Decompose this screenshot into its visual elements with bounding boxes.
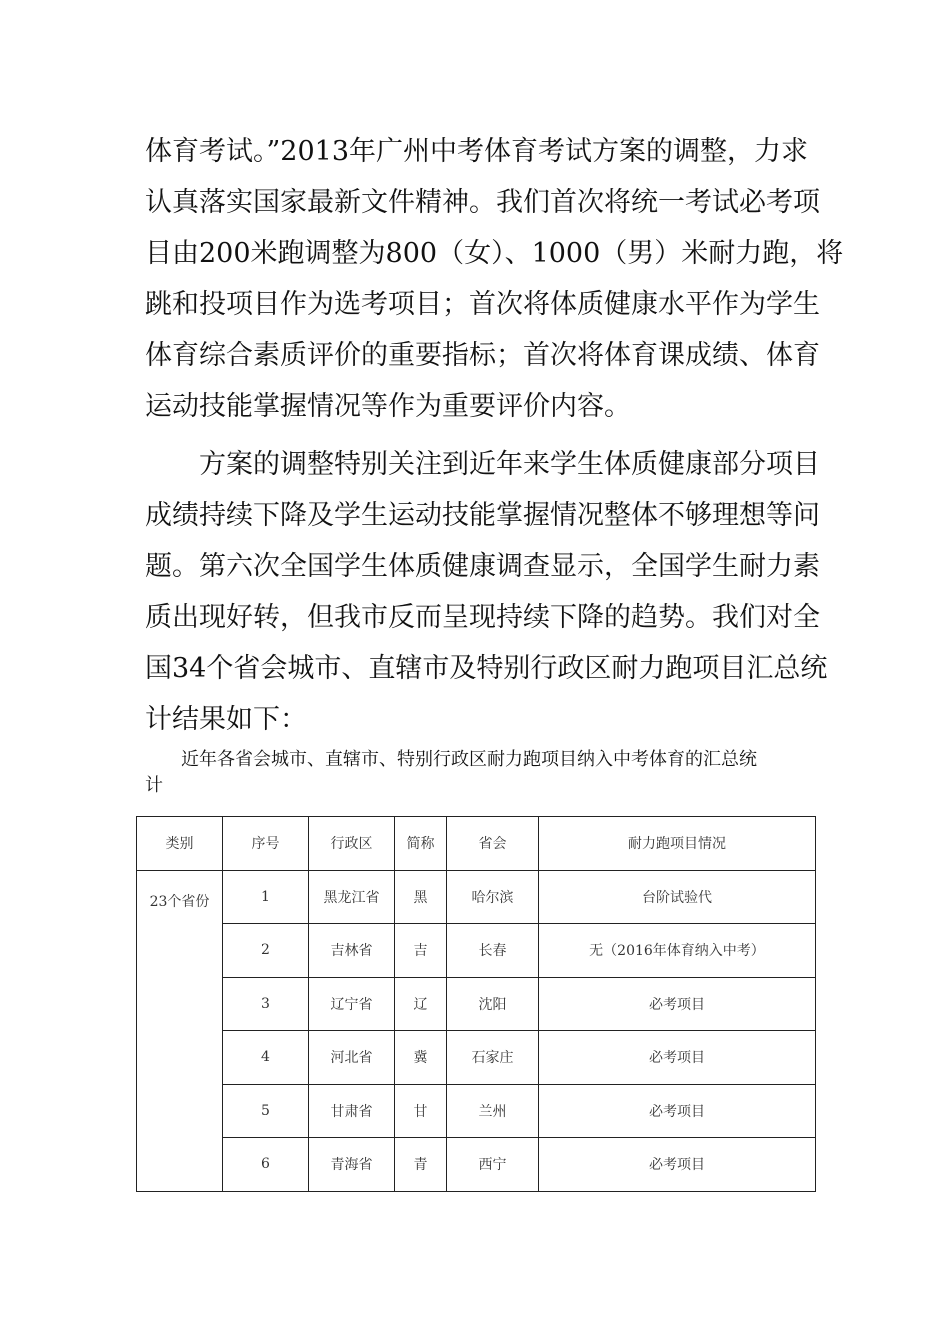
capital-cell: 沈阳 xyxy=(447,977,539,1031)
status-cell: 台阶试验代 xyxy=(539,870,816,924)
index-cell: 3 xyxy=(223,977,309,1031)
region-cell: 河北省 xyxy=(309,1031,395,1085)
abbr-cell: 甘 xyxy=(395,1084,447,1138)
header-capital: 省会 xyxy=(447,817,539,871)
status-cell: 必考项目 xyxy=(539,977,816,1031)
table-row xyxy=(137,1138,816,1192)
table-row xyxy=(137,924,816,978)
paragraph-line: 运动技能掌握情况等作为重要评价内容。 xyxy=(145,391,631,422)
body-paragraph-1 xyxy=(145,126,844,432)
paragraph-line: 方案的调整特别关注到近年来学生体质健康部分项目 xyxy=(199,449,820,480)
table-caption-line-1: 近年各省会城市、直辖市、特别行政区耐力跑项目纳入中考体育的汇总统 xyxy=(181,749,757,770)
table-row xyxy=(137,1084,816,1138)
status-cell: 必考项目 xyxy=(539,1138,816,1192)
abbr-cell: 黑 xyxy=(395,870,447,924)
abbr-cell: 冀 xyxy=(395,1031,447,1085)
index-cell: 5 xyxy=(223,1084,309,1138)
status-cell: 无（2016年体育纳入中考） xyxy=(539,924,816,978)
status-cell: 必考项目 xyxy=(539,1084,816,1138)
abbr-cell: 吉 xyxy=(395,924,447,978)
index-cell: 4 xyxy=(223,1031,309,1085)
region-cell: 辽宁省 xyxy=(309,977,395,1031)
paragraph-line: 认真落实国家最新文件精神。我们首次将统一考试必考项 xyxy=(145,187,820,218)
table-caption xyxy=(145,747,815,799)
index-cell: 2 xyxy=(223,924,309,978)
abbr-cell: 青 xyxy=(395,1138,447,1192)
table-row xyxy=(137,977,816,1031)
header-category: 类别 xyxy=(137,817,223,871)
capital-cell: 石家庄 xyxy=(447,1031,539,1085)
capital-cell: 兰州 xyxy=(447,1084,539,1138)
paragraph-line: 质出现好转，但我市反而呈现持续下降的趋势。我们对全 xyxy=(145,602,820,633)
abbr-cell: 辽 xyxy=(395,977,447,1031)
paragraph-line: 跳和投项目作为选考项目；首次将体质健康水平作为学生 xyxy=(145,289,820,320)
index-cell: 6 xyxy=(223,1138,309,1192)
header-index: 序号 xyxy=(223,817,309,871)
region-cell: 甘肃省 xyxy=(309,1084,395,1138)
region-cell: 黑龙江省 xyxy=(309,870,395,924)
header-abbr: 简称 xyxy=(395,817,447,871)
region-cell: 青海省 xyxy=(309,1138,395,1192)
table-header-row xyxy=(137,817,816,871)
region-cell: 吉林省 xyxy=(309,924,395,978)
index-cell: 1 xyxy=(223,870,309,924)
header-region: 行政区 xyxy=(309,817,395,871)
category-cell: 23个省份 xyxy=(137,870,223,1191)
table-body xyxy=(137,870,816,1191)
capital-cell: 西宁 xyxy=(447,1138,539,1192)
table-row xyxy=(137,870,816,924)
paragraph-line: 题。第六次全国学生体质健康调查显示，全国学生耐力素 xyxy=(145,551,820,582)
table-caption-line-2: 计 xyxy=(145,775,163,796)
status-cell: 必考项目 xyxy=(539,1031,816,1085)
paragraph-line: 计结果如下： xyxy=(145,704,307,735)
capital-cell: 哈尔滨 xyxy=(447,870,539,924)
paragraph-line: 成绩持续下降及学生运动技能掌握情况整体不够理想等问 xyxy=(145,500,820,531)
table-row xyxy=(137,1031,816,1085)
endurance-run-table xyxy=(136,816,816,1192)
paragraph-line: 体育综合素质评价的重要指标；首次将体育课成绩、体育 xyxy=(145,340,820,371)
header-status: 耐力跑项目情况 xyxy=(539,817,816,871)
paragraph-line: 体育考试。”2013年广州中考体育考试方案的调整，力求 xyxy=(145,136,809,167)
body-paragraph-2 xyxy=(145,439,828,745)
paragraph-line: 国34个省会城市、直辖市及特别行政区耐力跑项目汇总统 xyxy=(145,653,828,684)
capital-cell: 长春 xyxy=(447,924,539,978)
paragraph-line: 目由200米跑调整为800（女）、1000（男）米耐力跑，将 xyxy=(145,238,844,269)
